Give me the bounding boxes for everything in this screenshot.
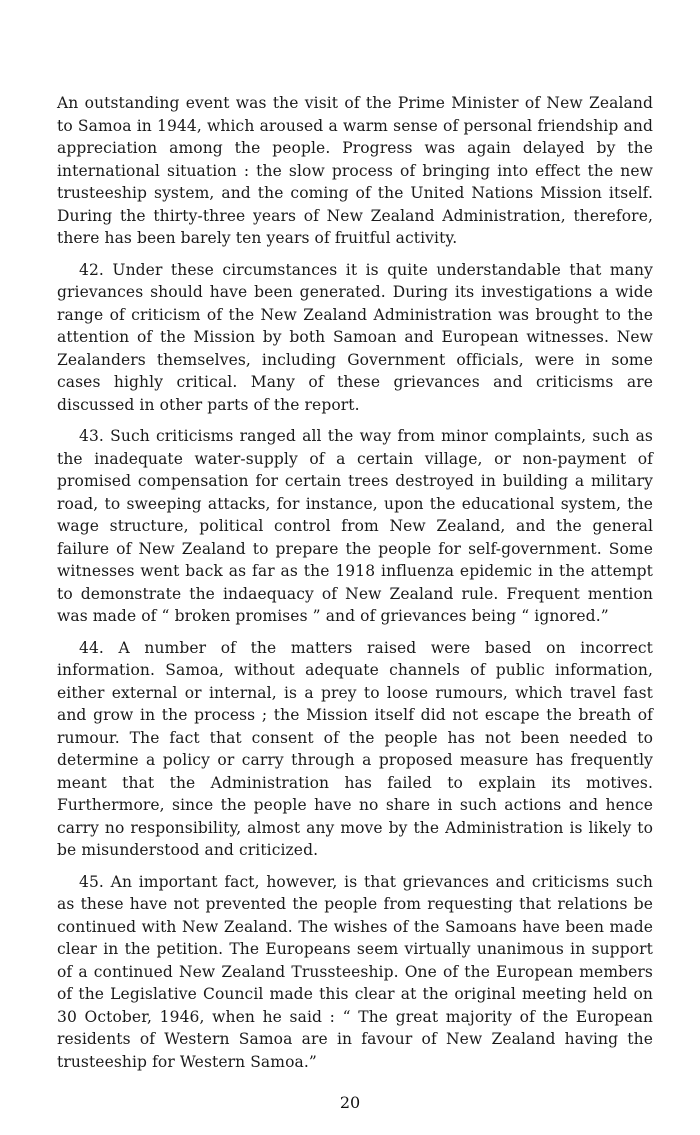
paragraph-41-continued: An outstanding event was the visit of the Prime Minister of New Zealand to Samoa in 1944, which aroused a warm sense of personal friendship and appreciation among the people. Progress was again delayed by the international situation : the slow process of bringing into effect the new trusteeship system, and the coming of the United Nations Mission itself. During the thirty-three years of New Zealand Administration, therefore, there has been barely ten years of fruitful activity. — [57, 94, 653, 247]
paragraph-43: 43. Such criticisms ranged all the way from minor complaints, such as the inadequate water-supply of a certain village, or non-payment of promised compensation for certain trees destroyed in building a military road, to sweeping attacks, for instance, upon the educational system, the wage structure, political control from New Zealand, and the general failure of New Zealand to prepare the people for self-government. Some witnesses went back as far as the 1918 influenza epidemic in the attempt to demonstrate the indaequacy of New Zealand rule. Frequent mention was made of “ broken promises ” and of grievances being “ ignored.” — [57, 427, 653, 625]
paragraph-45: 45. An important fact, however, is that grievances and criticisms such as these have not prevented the people from requesting that relations be continued with New Zealand. The wishes of the Samoans have been made clear in the petition. The Europeans seem virtually unanimous in support of a continued New Zealand Trussteeship. One of the European members of the Legislative Council made this clear at the original meeting held on 30 October, 1946, when he said : “ The great majority of the European residents of Western Samoa are in favour of New Zealand having the trusteeship for Western Samoa.” — [57, 872, 653, 1071]
paragraph-42: 42. Under these circumstances it is quite understandable that many grievances should have been generated. During its investigations a wide range of criticism of the New Zealand Administration was brought to the attention of the Mission by both Samoan and European witnesses. New Zealanders themselves, including Government officials, were in some cases highly critical. Many of these grievances and criticisms are discussed in other parts of the report. — [57, 260, 653, 414]
document-body — [57, 92, 653, 1082]
page-number: 20 — [339, 1093, 361, 1112]
paragraph-44: 44. A number of the matters raised were based on incorrect information. Samoa, without adequate channels of public information, either external or internal, is a prey to loose rumours, which travel fast and grow in the process ; the Mission itself did not escape the breath of rumour. The fact that consent of the people has not been needed to determine a policy or carry through a proposed measure has frequently meant that the Administration has failed to explain its motives. Furthermore, since the people have no share in such actions and hence carry no responsibility, almost any move by the Administration is likely to be misunderstood and criticized. — [57, 638, 653, 859]
